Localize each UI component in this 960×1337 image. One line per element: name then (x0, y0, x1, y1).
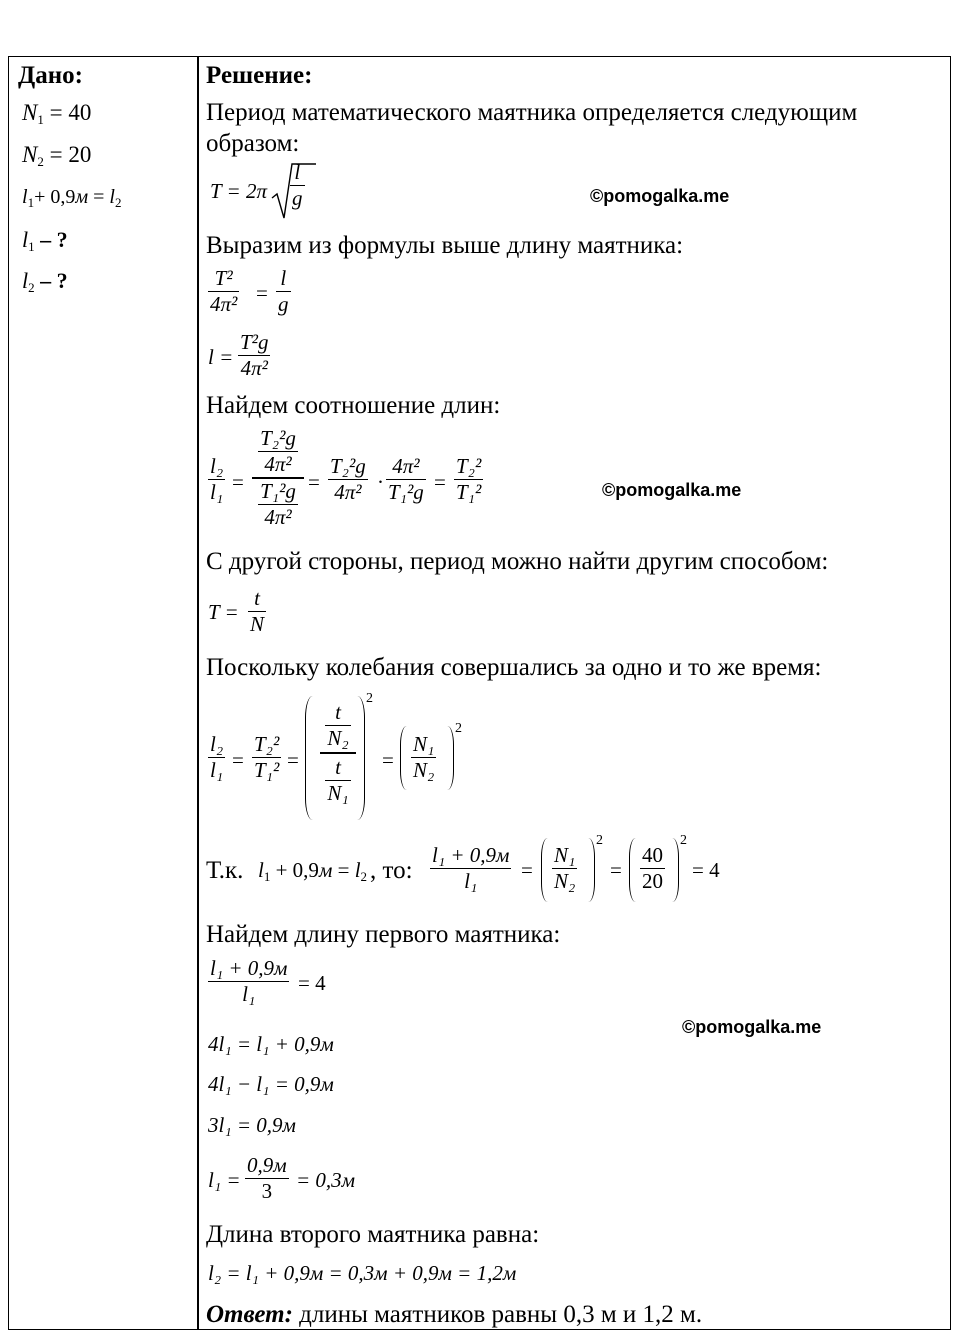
answer-label: Ответ: (206, 1301, 293, 1328)
tk-N-frac: N₁ N₂ (554, 843, 576, 894)
step1: 4l₁ = l₁ + 0,9м (208, 1032, 334, 1056)
ratio-eq-2: = (308, 470, 320, 494)
eq5-exp-2: 2 (455, 721, 462, 736)
para-period-b: образом: (206, 130, 300, 157)
step4-lhs: l₁ = (208, 1168, 241, 1192)
para-express: Выразим из формулы выше длину маятника: (206, 232, 684, 259)
formula-t2-frac: T² 4π² (210, 266, 238, 317)
ratio-frac-a: T₂²g 4π² (330, 454, 366, 505)
compound-top: $\frac{\text{T₂²g}}{\text{4π²}}$ (260, 426, 296, 477)
formula-l-lhs: l = (208, 345, 234, 369)
final-formula: l₂ = l₁ + 0,9м = 0,3м + 0,9м = 1,2м (208, 1261, 517, 1285)
step3: 3l₁ = 0,9м (208, 1113, 296, 1137)
ratio-l2-l1: l₂ l₁ (210, 454, 224, 505)
step0-rhs: = 4 (298, 971, 326, 995)
watermark-1: ©pomogalka.me (590, 186, 730, 206)
eq5-paren-left (305, 696, 320, 820)
given-q2: $l_2$ – ? (22, 268, 68, 295)
tk-result: = 4 (692, 858, 720, 882)
eq5-eq-1: = (232, 748, 244, 772)
step0-frac: l₁ + 0,9м l₁ (210, 956, 288, 1007)
tk-paren2-right (666, 838, 679, 902)
answer-text: длины маятников равны 0,3 м и 1,2 м. (299, 1301, 703, 1328)
formula-lg-frac: l g (278, 266, 289, 317)
para-period-a: Период математического маятника определяется следующим (206, 99, 858, 126)
tk-eq-1: = (521, 858, 533, 882)
tk-relation: $l_1 + 0,9м = l_2$ (258, 858, 368, 884)
eq5-N-frac: N₁ N₂ (413, 732, 435, 783)
formula-l-frac: T²g 4π² (240, 330, 269, 381)
formula-period-frac: l g (292, 160, 303, 211)
eq5-l-frac: l₂ l₁ (210, 732, 224, 783)
formula-eq-sign: = (256, 281, 268, 305)
tk-prefix: Т.к. (206, 857, 244, 884)
eq5-paren-right (350, 696, 365, 820)
step2: 4l₁ − l₁ = 0,9м (208, 1072, 334, 1096)
eq5-paren2-right (441, 726, 454, 790)
eq5-eq-3: = (382, 748, 394, 772)
tk-num-frac: 40 20 (642, 843, 663, 894)
eq5-top: $\frac{t}{\text{N₂}}$ (327, 700, 349, 751)
watermark-2: ©pomogalka.me (602, 480, 742, 500)
tk-mid: , то: (370, 857, 413, 884)
ratio-frac-c: T₂² T₁² (456, 454, 482, 505)
step4-frac: 0,9м 3 (247, 1153, 287, 1204)
formula-period-lhs: T = 2π (210, 179, 267, 203)
compound-bottom: $\frac{\text{T₁²g}}{\text{4π²}}$ (260, 478, 296, 529)
eq5-eq-2: = (287, 748, 299, 772)
answer-line (206, 1302, 702, 1327)
eq5-T-frac: T₂² T₁² (254, 732, 280, 783)
step4-rhs: = 0,3м (296, 1168, 356, 1192)
ratio-frac-b: 4π² T₁²g (388, 454, 424, 505)
given-relation: $l_1+ 0,9м = l_2$ (22, 186, 122, 210)
eq5-bottom: $\frac{t}{\text{N₁}}$ (327, 754, 349, 805)
tk-exp-1: 2 (596, 833, 603, 848)
formula-tn-frac: t N (250, 586, 265, 637)
tk-exp-2: 2 (680, 833, 687, 848)
para-same-time: Поскольку колебания совершались за одно и то же время: (206, 654, 822, 681)
para-second-length: Длина второго маятника равна: (206, 1221, 540, 1248)
given-q1: $l_1$ – ? (22, 227, 68, 254)
column-divider (197, 56, 199, 1330)
para-other-way: С другой стороны, период можно найти другим способом: (206, 548, 829, 575)
tk-eq-2: = (610, 858, 622, 882)
solution-header: Решение: (206, 62, 313, 89)
para-first-length: Найдем длину первого маятника: (206, 921, 561, 948)
eq5-exp-1: 2 (366, 691, 373, 706)
given-n2: $N_2 = 20$ (22, 142, 92, 169)
watermark-3: ©pomogalka.me (682, 1017, 822, 1037)
ratio-dot: · (377, 470, 384, 494)
formula-tn-lhs: T = (208, 600, 239, 624)
ratio-compound-frac (252, 428, 304, 528)
ratio-eq-3: = (434, 470, 446, 494)
ratio-eq-1: = (232, 470, 244, 494)
given-n1: $N_1 = 40$ (22, 100, 92, 127)
para-ratio: Найдем соотношение длин: (206, 392, 501, 419)
tk-lhs-frac: l₁ + 0,9м l₁ (432, 843, 510, 894)
given-header: Дано: (18, 62, 83, 89)
tk-paren-right (582, 838, 595, 902)
